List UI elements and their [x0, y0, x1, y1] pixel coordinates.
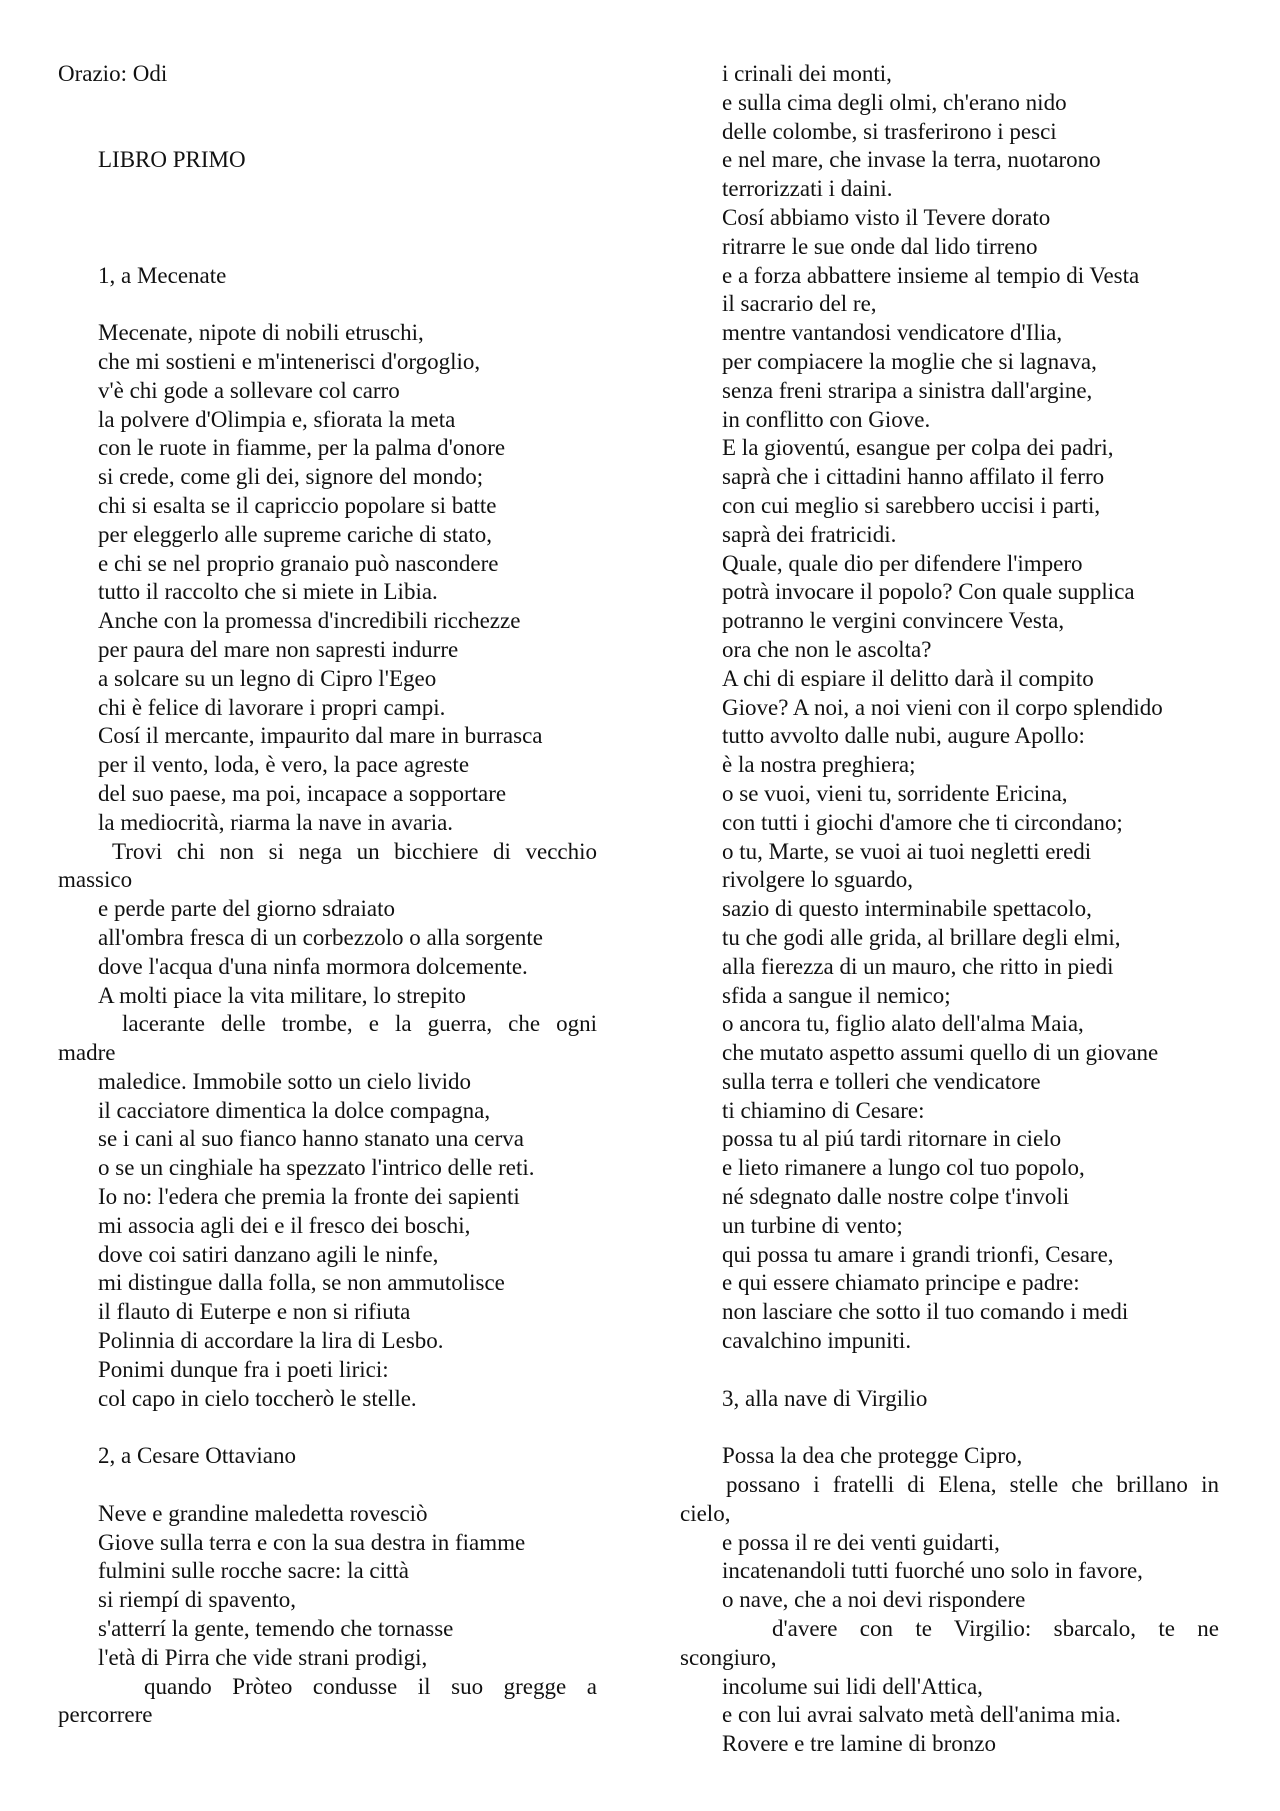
verse-line: Neve e grandine maledetta rovesciò: [98, 1500, 428, 1526]
verse-line: e con lui avrai salvato metà dell'anima mia.: [722, 1702, 1121, 1728]
verse-line: Ponimi dunque fra i poeti lirici:: [98, 1356, 389, 1382]
ode-2-text-left: [58, 1500, 603, 1730]
verse-line: maledice. Immobile sotto un cielo livido: [98, 1068, 472, 1094]
verse-line: o nave, che a noi devi rispondere: [722, 1587, 1026, 1613]
verse-line: e chi se nel proprio granaio può nascondere: [98, 550, 499, 576]
verse-line: non lasciare che sotto il tuo comando i medi: [722, 1299, 1129, 1325]
verse-line: Quale, quale dio per difendere l'impero: [722, 550, 1083, 576]
verse-line: e lieto rimanere a lungo col tuo popolo,: [722, 1155, 1085, 1181]
verse-line: tutto il raccolto che si miete in Libia.: [98, 579, 438, 605]
verse-line: Io no: l'edera che premia la fronte dei sapienti: [98, 1184, 520, 1210]
verse-line: l'età di Pirra che vide strani prodigi,: [98, 1644, 428, 1670]
verse-line: ora che non le ascolta?: [722, 636, 932, 662]
verse-line: Cosí il mercante, impaurito dal mare in burrasca: [98, 723, 543, 749]
ode-1-text: [58, 319, 603, 1413]
verse-line: possa tu al piú tardi ritornare in cielo: [722, 1126, 1062, 1152]
ode-1-heading: 1, a Mecenate: [98, 262, 227, 288]
verse-line: per compiacere la moglie che si lagnava,: [722, 348, 1097, 374]
verse-line: con cui meglio si sarebbero uccisi i parti,: [722, 492, 1101, 518]
document-title: Orazio: Odi: [58, 61, 168, 86]
verse-line: Giove sulla terra e con la sua destra in fiamme: [98, 1529, 526, 1555]
verse-line: per paura del mare non sapresti indurre: [98, 636, 459, 662]
verse-line: chi è felice di lavorare i propri campi.: [98, 694, 446, 720]
verse-line: o ancora tu, figlio alato dell'alma Maia,: [722, 1011, 1084, 1037]
verse-line: e nel mare, che invase la terra, nuotarono: [722, 147, 1101, 173]
verse-line: Anche con la promessa d'incredibili ricchezze: [98, 608, 521, 634]
verse-line: possano i fratelli di Elena, stelle che brillano in: [726, 1472, 1219, 1498]
verse-line: il flauto di Euterpe e non si rifiuta: [98, 1299, 411, 1325]
verse-line: sfida a sangue il nemico;: [722, 982, 951, 1008]
verse-line: saprà dei fratricidi.: [722, 521, 897, 547]
verse-line: o tu, Marte, se vuoi ai tuoi negletti eredi: [722, 838, 1092, 864]
verse-line: col capo in cielo toccherò le stelle.: [98, 1385, 417, 1411]
verse-line: e a forza abbattere insieme al tempio di Vesta: [722, 262, 1140, 288]
verse-line: ritrarre le sue onde dal lido tirreno: [722, 233, 1038, 259]
verse-line: i crinali dei monti,: [722, 61, 892, 86]
verse-line: un turbine di vento;: [722, 1212, 903, 1238]
verse-line: cavalchino impuniti.: [722, 1328, 912, 1354]
ode-2-heading: 2, a Cesare Ottaviano: [98, 1443, 296, 1469]
verse-line-continuation: massico: [58, 867, 133, 893]
verse-line: la polvere d'Olimpia e, sfiorata la meta: [98, 406, 456, 432]
book-heading: LIBRO PRIMO: [98, 147, 246, 173]
verse-line: e qui essere chiamato principe e padre:: [722, 1270, 1080, 1296]
verse-line: qui possa tu amare i grandi trionfi, Cesare,: [722, 1241, 1114, 1267]
verse-line: rivolgere lo sguardo,: [722, 867, 913, 893]
verse-line-continuation: cielo,: [680, 1500, 731, 1526]
verse-line: mentre vantandosi vendicatore d'Ilia,: [722, 320, 1063, 346]
verse-line: con le ruote in fiamme, per la palma d'onore: [98, 435, 506, 461]
verse-line: E la gioventú, esangue per colpa dei padri,: [722, 435, 1114, 461]
verse-line: senza freni straripa a sinistra dall'argine,: [722, 377, 1093, 403]
verse-line: s'atterrí la gente, temendo che tornasse: [98, 1616, 454, 1642]
ode-3-heading: 3, alla nave di Virgilio: [722, 1385, 928, 1411]
verse-line: ti chiamino di Cesare:: [722, 1097, 925, 1123]
verse-line: la mediocrità, riarma la nave in avaria.: [98, 809, 454, 835]
verse-line: dove l'acqua d'una ninfa mormora dolcemente.: [98, 953, 528, 979]
verse-line: mi associa agli dei e il fresco dei boschi,: [98, 1212, 471, 1238]
verse-line-continuation: madre: [58, 1040, 116, 1066]
right-column: [680, 60, 1225, 1759]
verse-line: alla fierezza di un mauro, che ritto in piedi: [722, 953, 1114, 979]
verse-line: tutto avvolto dalle nubi, augure Apollo:: [722, 723, 1085, 749]
verse-line: è la nostra preghiera;: [722, 752, 916, 778]
verse-line: sazio di questo interminabile spettacolo,: [722, 896, 1092, 922]
verse-line: se i cani al suo fianco hanno stanato una cerva: [98, 1126, 524, 1152]
ode-3-text: [680, 1442, 1225, 1759]
verse-line: si crede, come gli dei, signore del mondo;: [98, 464, 484, 490]
verse-line: e possa il re dei venti guidarti,: [722, 1529, 1000, 1555]
verse-line: a solcare su un legno di Cipro l'Egeo: [98, 665, 437, 691]
verse-line: chi si esalta se il capriccio popolare si batte: [98, 492, 497, 518]
verse-line: o se un cinghiale ha spezzato l'intrico delle reti.: [98, 1155, 535, 1181]
verse-line: Giove? A noi, a noi vieni con il corpo splendido: [722, 694, 1163, 720]
verse-line: d'avere con te Virgilio: sbarcalo, te ne: [772, 1616, 1219, 1642]
verse-line: delle colombe, si trasferirono i pesci: [722, 118, 1057, 144]
verse-line: all'ombra fresca di un corbezzolo o alla sorgente: [98, 924, 544, 950]
verse-line: mi distingue dalla folla, se non ammutolisce: [98, 1270, 505, 1296]
verse-line: che mutato aspetto assumi quello di un giovane: [722, 1040, 1159, 1066]
verse-line: il cacciatore dimentica la dolce compagna,: [98, 1097, 491, 1123]
verse-line: del suo paese, ma poi, incapace a sopportare: [98, 780, 507, 806]
verse-line: Possa la dea che protegge Cipro,: [722, 1443, 1023, 1469]
verse-line: e perde parte del giorno sdraiato: [98, 896, 395, 922]
verse-line: per eleggerlo alle supreme cariche di stato,: [98, 521, 493, 547]
verse-line: A chi di espiare il delitto darà il compito: [722, 665, 1094, 691]
verse-line: in conflitto con Giove.: [722, 406, 931, 432]
verse-line: o se vuoi, vieni tu, sorridente Ericina,: [722, 780, 1068, 806]
verse-line: Polinnia di accordare la lira di Lesbo.: [98, 1328, 444, 1354]
verse-line: incatenandoli tutti fuorché uno solo in favore,: [722, 1558, 1143, 1584]
verse-line: Cosí abbiamo visto il Tevere dorato: [722, 204, 1051, 230]
verse-line: e sulla cima degli olmi, ch'erano nido: [722, 89, 1067, 115]
verse-line: dove coi satiri danzano agili le ninfe,: [98, 1241, 439, 1267]
verse-line: Trovi chi non si nega un bicchiere di vecchio: [112, 838, 597, 864]
verse-line: che mi sostieni e m'intenerisci d'orgoglio,: [98, 348, 481, 374]
verse-line: fulmini sulle rocche sacre: la città: [98, 1558, 410, 1584]
verse-line-continuation: scongiuro,: [680, 1644, 777, 1670]
verse-line: Mecenate, nipote di nobili etruschi,: [98, 320, 424, 346]
verse-line: Rovere e tre lamine di bronzo: [722, 1731, 996, 1757]
left-column: [58, 60, 603, 1730]
verse-line: terrorizzati i daini.: [722, 176, 893, 202]
verse-line: saprà che i cittadini hanno affilato il ferro: [722, 464, 1105, 490]
verse-line: né sdegnato dalle nostre colpe t'involi: [722, 1184, 1070, 1210]
verse-line: lacerante delle trombe, e la guerra, che ogni: [122, 1011, 597, 1037]
ode-2-text-right: [680, 60, 1225, 1356]
verse-line: con tutti i giochi d'amore che ti circondano;: [722, 809, 1123, 835]
verse-line: incolume sui lidi dell'Attica,: [722, 1673, 983, 1699]
verse-line: tu che godi alle grida, al brillare degli elmi,: [722, 924, 1121, 950]
verse-line: sulla terra e tolleri che vendicatore: [722, 1068, 1041, 1094]
verse-line: potranno le vergini convincere Vesta,: [722, 608, 1065, 634]
verse-line: quando Pròteo condusse il suo gregge a: [144, 1673, 597, 1699]
verse-line: A molti piace la vita militare, lo strepito: [98, 982, 466, 1008]
verse-line: potrà invocare il popolo? Con quale supplica: [722, 579, 1135, 605]
verse-line-continuation: percorrere: [58, 1702, 153, 1728]
verse-line: per il vento, loda, è vero, la pace agreste: [98, 752, 470, 778]
verse-line: il sacrario del re,: [722, 291, 877, 317]
verse-line: v'è chi gode a sollevare col carro: [98, 377, 400, 403]
verse-line: si riempí di spavento,: [98, 1587, 297, 1613]
